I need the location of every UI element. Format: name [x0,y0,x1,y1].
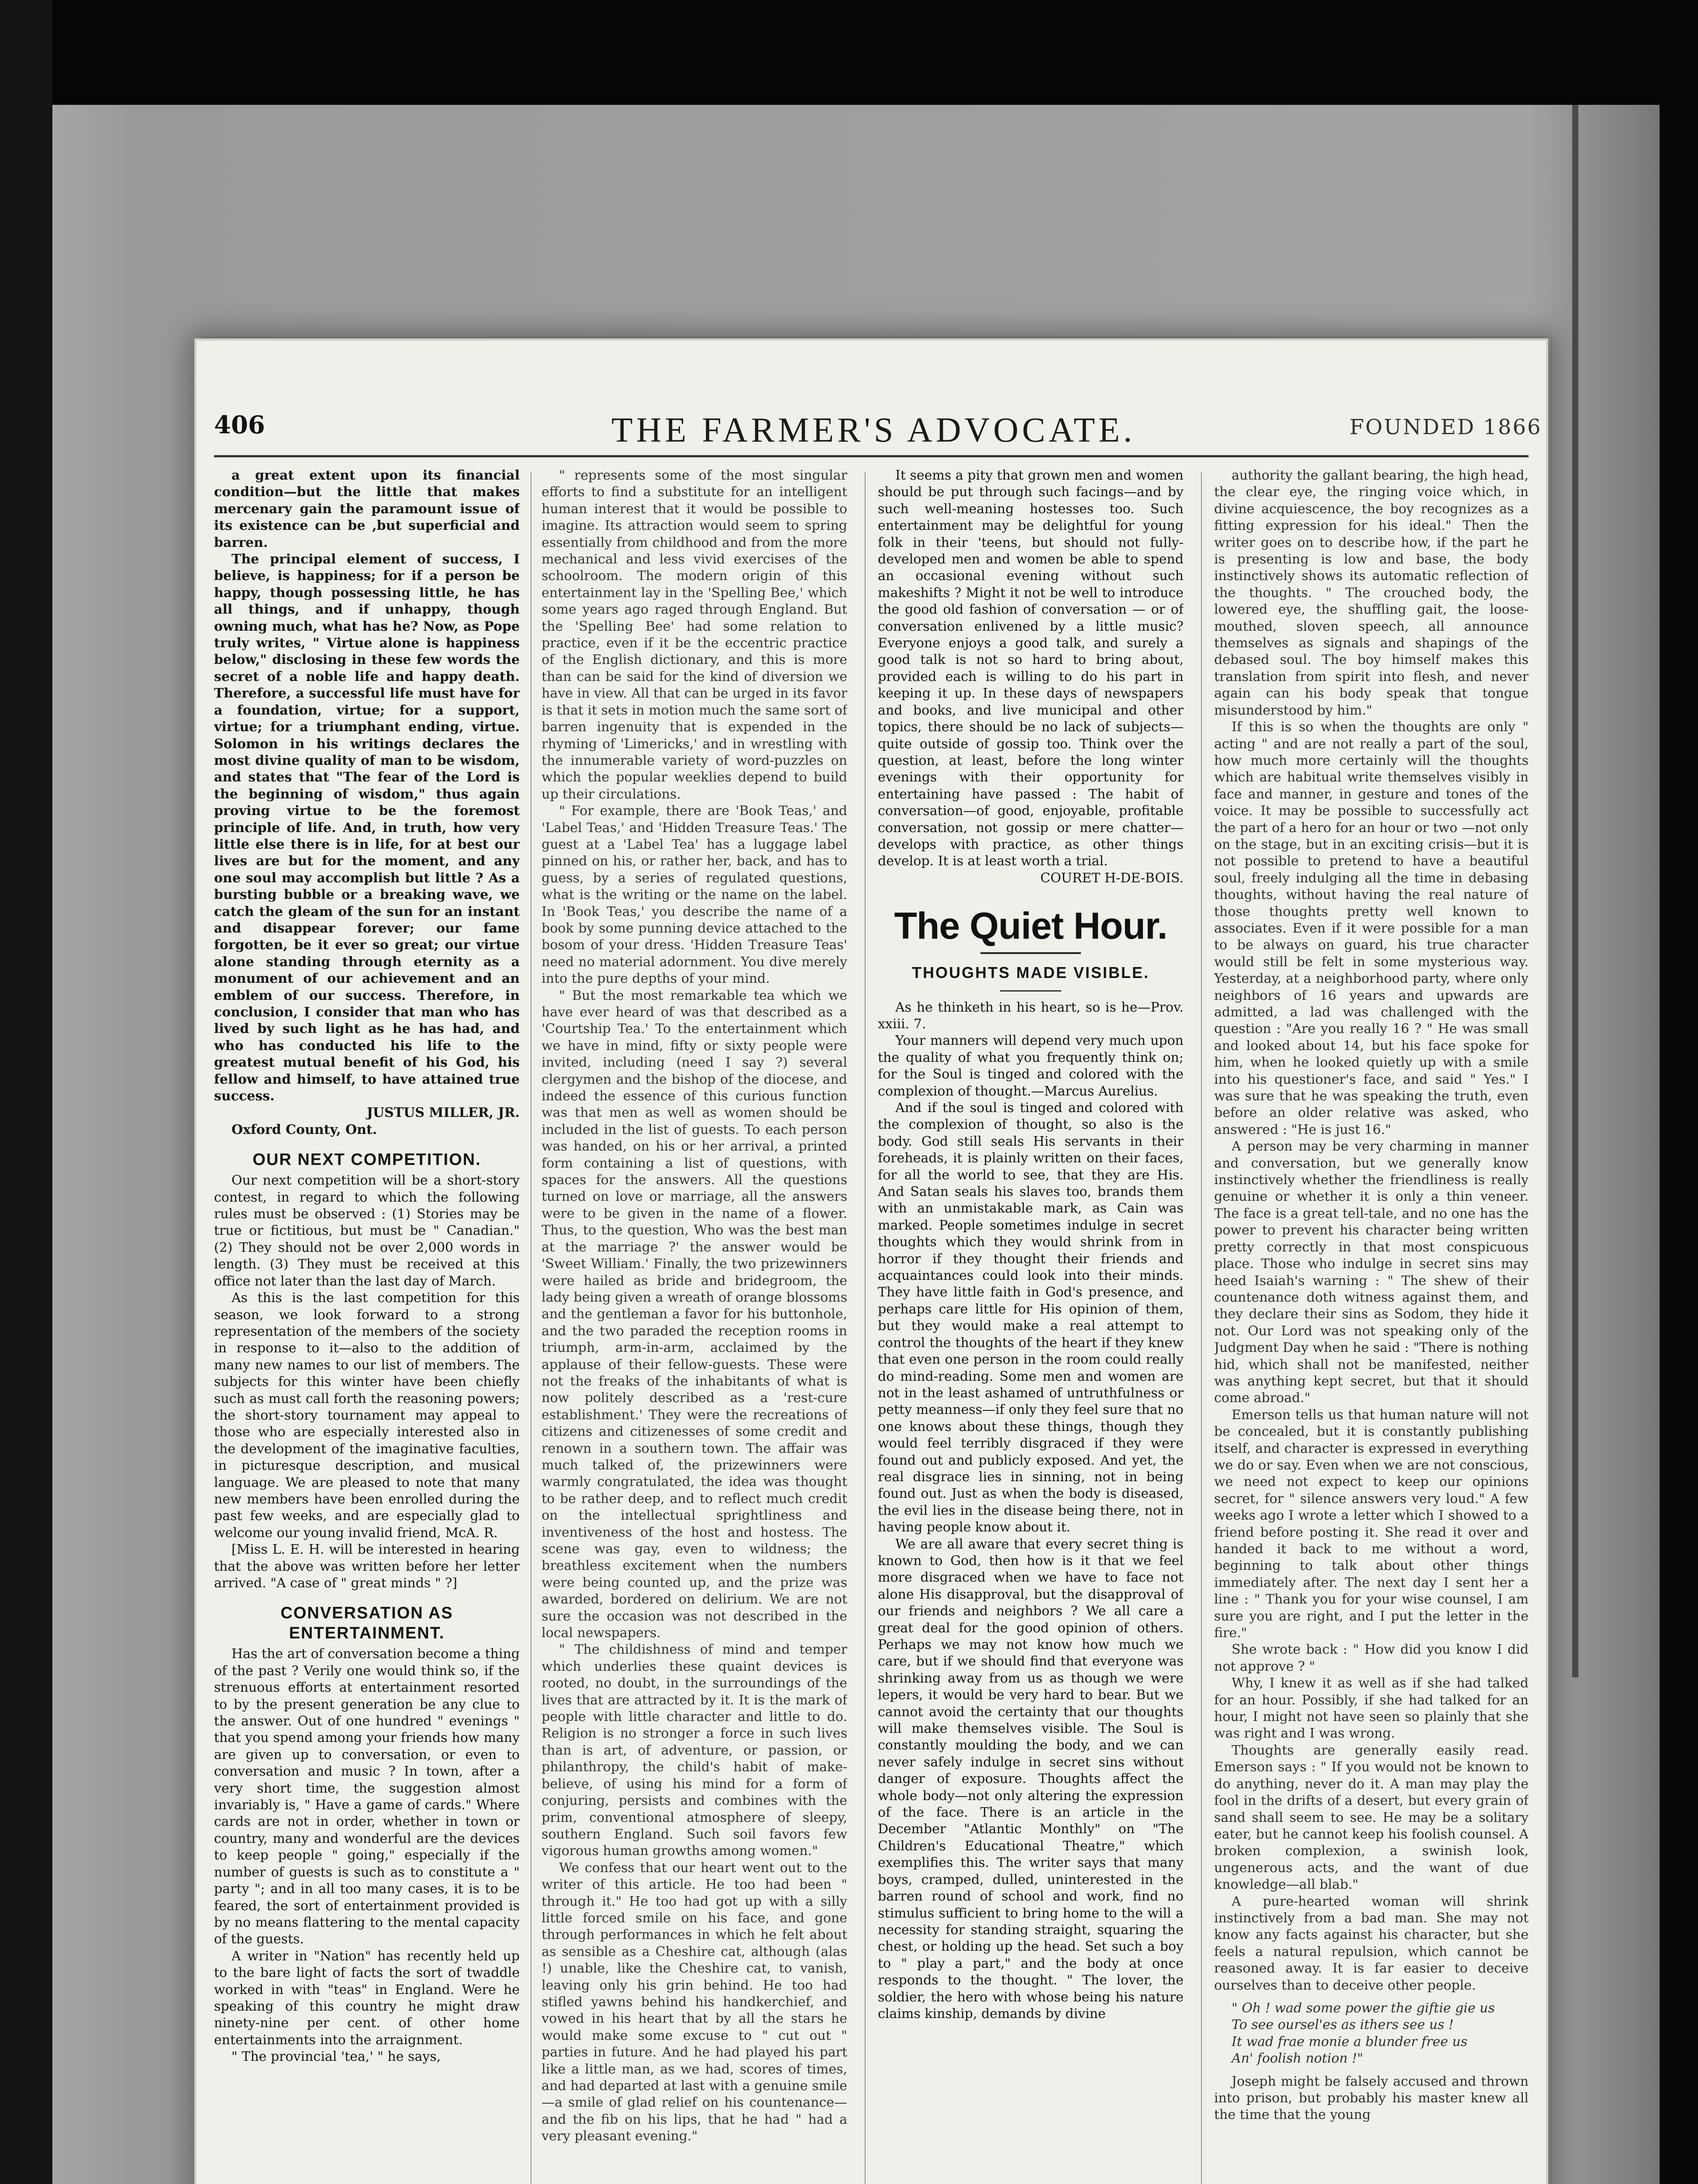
author-signature: COURET H-DE-BOIS. [1040,870,1184,886]
paragraph: " The provincial 'tea,' " he says, [231,2049,441,2065]
paragraph: A writer in "Nation" has recently held up to the bare light of facts the sort of twaddle worked in with "teas" in England. Were he speaking of this country he might draw ninety-nine per cent. of other home entertainments into the arraignment. [214,1948,520,2048]
column-1 [214,467,520,2184]
epigraph: As he thinketh in his heart, so is he—Prov. xxiii. 7. [878,999,1184,1032]
paragraph: Has the art of conversation become a thing of the past ? Verily one would think so, if the strenuous efforts at entertainment resorted to by the present generation be any clue to the answer. Out of one hundred " evenings " that you spend among your friends how many are given up to conversation, or even to conversation and music ? In town, after a very short time, the suggestion almost invariably is, " Have a game of cards." Where cards are not in order, whether in town or country, many and wonderful are the devices to keep people " going," especially if the number of guests is such as to constitute a " party "; and in all too many cases, it is to be feared, the sort of entertainment provided is by no means flattering to the mental capacity of the guests. [214,1646,520,1947]
paragraph: Emerson tells us that human nature will not be concealed, but it is constantly publishing itself, and character is expressed in everything we do or say. Even when we are not conscious, we need not expect to keep our opinions secret, for " silence answers very loud." A few weeks ago I wrote a letter which I showed to a friend before posting it. She read it over and handed it back to me without a word, beginning to talk about other things immediately after. The next day I sent her a line : " Thank you for your wise counsel, I am sure you are right, and I put the letter in the fire." [1214,1407,1529,1641]
paragraph: " For example, there are 'Book Teas,' and 'Label Teas,' and 'Hidden Treasure Teas.' The guest at a 'Label Tea' has a luggage label pinned on his, or rather her, back, and has to guess, by a series of regulated questions, what is the writing or the name on the label. In 'Book Teas,' you describe the name of a book by some punning device attached to the bosom of your dress. 'Hidden Treasure Teas' need no material adornment. You dive merely into the pure depths of your mind. [542,803,847,987]
scan-border-left [0,0,52,2184]
paragraph: Our next competition will be a short-story contest, in regard to which the following rules must be observed : (1) Stories may be true or fictitious, but must be " Canadian." (2) They should not be over 2,000 words in length. (3) They must be received at this office not later than the last day of March. [214,1173,520,1289]
page-number: 406 [214,411,265,439]
column-divider [1201,472,1202,2184]
masthead-title: THE FARMER'S ADVOCATE. [611,411,1136,449]
paragraph: It seems a pity that grown men and women should be put through such facings—and by such well-meaning hostesses too. Such entertainment may be delightful for young folk in their 'teens, but should not fully-developed men and women be able to spend an occasional evening without such makeshifts ? Might it not be well to introduce the good old fashion of conversation — or of conversation enlivened by a little music? Everyone enjoys a good talk, and surely a good talk is not so hard to bring about, provided each is willing to do his part in keeping it up. In these days of newspapers and books, and live municipal and other topics, there should be no lack of subjects—quite outside of gossip too. Think over the question, at least, before the long winter evenings with their opportunity for entertaining have passed : The habit of conversation—of good, enjoyable, profitable conversation, not gossip or mere chatter—develops with practice, as other things develop. It is at least worth a trial. [878,468,1184,869]
paragraph: The principal element of success, I believe, is happiness; for if a person be happy, though possessing little, he has all things, and if unhappy, though owning much, what has he? Now, as Pope truly writes, " Virtue alone is happiness below," disclosing in these few words the secret of a noble life and happy death. Therefore, a successful life must have for a foundation, virtue; for a support, virtue; for a triumphant ending, virtue. Solomon in his writings declares the most divine quality of man to be wisdom, and states that "The fear of the Lord is the beginning of wisdom," thus again proving virtue to be the foremost principle of life. And, in truth, how very little else there is in life, for at best our lives are but for the moment, and any one soul may accomplish but little ? As a bursting bubble or a breaking wave, we catch the gleam of the sun for an instant and disappear forever; our fame forgotten, be it ever so great; our virtue alone standing through eternity as a monument of our achievement and an emblem of our success. Therefore, in conclusion, I consider that man who has lived by such light as he has had, and who has conducted his life to the greatest mutual benefit of his God, his fellow and himself, to have attained true success. [214,552,520,1104]
paragraph: We are all aware that every secret thing is known to God, then how is it that we feel more disgraced when we have to face not alone His disapproval, but the disapproval of our friends and neighbors ? We all care a great deal for the good opinion of others. Perhaps we may not know how much we care, but if we should find that everyone was shrinking away from us as though we were lepers, it would be very hard to bear. But we cannot avoid the certainty that our thoughts will make themselves visible. The Soul is constantly moulding the body, and we can never safely indulge in secret sins without danger of exposure. Thoughts affect the whole body—not only altering the expression of the face. There is an article in the December "Atlantic Monthly" on "The Children's Educational Theatre," which exemplifies this. The writer says that many boys, cramped, dulled, uninterested in the barren round of school and work, find no stimulus sufficient to bring home to the will a necessity for standing straight, squaring the chest, or holding up the head. Set such a boy to " play a part," and the body at once responds to the thought. " The lover, the soldier, the hero with whose being his nature claims kinship, demands by divine [878,1536,1184,2022]
paragraph: If this is so when the thoughts are only " acting " and are not really a part of the soul, how much more certainly will the thoughts which are habitual write themselves visibly in face and manner, in gesture and tones of the voice. It may be possible to successfully act the part of a hero for an hour or two —not only on the stage, but in an exciting crisis—but it is not possible to pretend to have a beautiful soul, freely indulging all the time in debasing thoughts, without having the real nature of those thoughts pretty well known to associates. Even if it were possible for a man to be always on guard, his true character would still be felt in some mysterious way. Yesterday, at a neighborhood party, where only neighbors of 16 years and upwards are admitted, a lad was challenged with the question : "Are you really 16 ? " He was small and looked about 14, but his face spoke for him, when he looked quietly up with a smile into his questioner's face, and said " Yes." I was sure that he was speaking the truth, even before an older relative was asked, who answered : "He is just 16." [1214,719,1529,1137]
verse-line: It wad frae monie a blunder free us [1232,2034,1467,2049]
paragraph: Why, I knew it as well as if she had talked for an hour. Possibly, if she had talked for an hour, I might not have seen so plainly that she was right and I was wrong. [1214,1676,1529,1742]
column-divider [865,472,866,2184]
paragraph: As this is the last competition for this season, we look forward to a strong representation of the members of the society in response to it—also to the addition of many new names to our list of members. The subjects for this winter have been chiefly such as must call forth the reasoning powers; the short-story tournament may appeal to those who are especially interested also in the development of the imaginative faculties, in picturesque description, and musical language. We are pleased to note that many new members have been enrolled during the past few weeks, and are especially glad to welcome our young invalid friend, McA. R. [214,1290,520,1541]
paragraph: And if the soul is tinged and colored with the complexion of thought, so also is the body. God still seals His servants in their foreheads, it is plainly written on their faces, for all the world to see, that they are His. And Satan seals his slaves too, brands them with an unmistakable mark, as Cain was marked. People sometimes indulge in secret thoughts which they would shrink from in horror if they thought their friends and acquaintances could look into their minds. They have little faith in God's presence, and perhaps care little for His opinion of them, but they would make a real attempt to control the thoughts of the heart if they knew that even one person in the room could really do mind-reading. Some men and women are not in the least ashamed of untruthfulness or petty meanness—if only they feel sure that no one knows about these things, though they would feel terribly disgraced if they were found out and publicly exposed. And yet, the real disgrace lies in sinning, not in being found out. Just as when the body is diseased, the evil lies in the disease being there, not in having people know about it. [878,1100,1184,1535]
author-signature: JUSTUS MILLER, JR. [366,1105,520,1121]
column-3 [878,467,1184,2184]
verse-line: " Oh ! wad some power the giftie gie us [1232,2000,1495,2016]
paragraph: authority the gallant bearing, the high head, the clear eye, the ringing voice which, in divine acquiescence, the boy recognizes as a fitting expression for his ideal." Then the writer goes on to describe how, if the part he is presenting is low and base, the body instinctively shows its automatic reflection of the thoughts. " The crouched body, the lowered eye, the shuffling gait, the loose-mouthed, sloven speech, all announce themselves as signals and shapings of the debased soul. The boy himself makes this translation from spirit into flesh, and never again can his body speak that tongue misunderstood by him." [1214,468,1529,718]
section-title-quiet-hour: The Quiet Hour. [894,905,1167,947]
paragraph: A pure-hearted woman will shrink instinctively from a bad man. She may not know any facts against his character, but she feels a natural repulsion, which cannot be reasoned away. It is far easier to deceive ourselves than to deceive other people. [1214,1894,1529,1993]
paragraph: She wrote back : " How did you know I did not approve ? " [1214,1642,1529,1674]
column-2 [542,467,847,2184]
verse-line: An' foolish notion !" [1232,2051,1363,2067]
newspaper-page [197,341,1546,2184]
column-4 [1214,467,1529,2184]
scanner-shadow-line [1572,105,1578,1677]
scan-border-top [0,0,1698,105]
founded-label: FOUNDED 1866 [1349,415,1542,439]
paragraph: " But the most remarkable tea which we have ever heard of was that described as a 'Courtship Tea.' To the entertainment which we have in mind, fifty or sixty people were invited, including (need I say ?) several clergymen and the bishop of the diocese, and indeed the essence of this curious function was that men as well as women should be included in the list of guests. To each person was handed, on his or her arrival, a printed form containing a list of questions, with spaces for the answers. All the questions turned on love or marriage, all the answers were to be given in the name of a flower. Thus, to the question, Who was the best man at the marriage ?' the answer would be 'Sweet William.' Finally, the two prizewinners were hailed as bride and bridegroom, the lady being given a wreath of orange blossoms and the gentleman a favor for his buttonhole, and the two paraded the reception rooms in triumph, arm-in-arm, acclaimed by the applause of their fellow-guests. These were not the freaks of the inhabitants of what is now politely described as a 'rest-cure establishment.' They were the recreations of citizens and citizenesses of some credit and renown in a southern town. The affair was much talked of, the prizewinners were warmly congratulated, the idea was thought to be rather deep, and to reflect much credit on the intellectual sprightliness and inventiveness of the host and hostess. The scene was gay, even to wildness; the breathless excitement when the numbers were being counted up, and the prize was awarded, bordered on delirium. We are not sure the occasion was not described in the local newspapers. [542,988,847,1641]
paragraph: [Miss L. E. H. will be interested in hearing that the above was written before her letter arrived. "A case of " great minds " ?] [214,1542,520,1591]
section-heading-competition: OUR NEXT COMPETITION. [252,1151,481,1169]
paragraph: A person may be very charming in manner and conversation, but we generally know instinctively whether the friendliness is really genuine or whether it is only a thin veneer. The face is a great tell-tale, and no one has the power to prevent his character being written pretty correctly in that most conspicuous place. Those who indulge in secret sins may heed Isaiah's warning : " The shew of their countenance doth witness against them, and they declare their sins as Sodom, they hide it not. Our Lord was not speaking only of the Judgment Day when he said : "There is nothing hid, which shall not be manifested, neither was anything kept secret, but that it should come abroad." [1214,1139,1529,1406]
page-header [197,341,1546,449]
verse-line: To see oursel'es as ithers see us ! [1232,2017,1454,2033]
paragraph: " The childishness of mind and temper which underlies these quaint devices is rooted, no doubt, in the surroundings of the lives that are attracted by it. It is the mark of people with little character and little to do. Religion is no stronger a force in such lives than is art, of adventure, or passion, or philanthropy, the child's habit of make-believe, of using his mind for a form of conjuring, persists and combines with the prim, conventional atmosphere of sleepy, southern England. Such soil favors few vigorous human growths among women." [542,1642,847,1859]
scan-border-right [1660,0,1698,2184]
paragraph: " represents some of the most singular efforts to find a substitute for an intelligent human interest that it would be possible to imagine. Its attraction would seem to spring essentially from childhood and from the more mechanical and less vivid exercises of the schoolroom. The modern origin of this entertainment lay in the 'Spelling Bee,' which some years ago raged through England. But the 'Spelling Bee' had some relation to practice, even if it be the eccentric practice of the English dictionary, and this is more than can be said for the kind of diversion we have in view. All that can be urged in its favor is that it sets in motion much the same sort of barren ingenuity that is expended in the rhyming of 'Limericks,' and in wrestling with the innumerable variety of word-puzzles on which the popular weeklies depend to build up their circulations. [542,468,847,802]
section-heading-conversation: CONVERSATION AS ENTERTAINMENT. [280,1604,453,1643]
epigraph: Your manners will depend very much upon the quality of what you frequently think on; for the Soul is tinged and colored with the complexion of thought.—Marcus Aurelius. [878,1033,1184,1099]
author-location: Oxford County, Ont. [231,1122,377,1137]
header-rule [214,455,1529,457]
paragraph: Joseph might be falsely accused and thrown into prison, but probably his master knew all the time that the young [1214,2073,1529,2123]
paragraph: a great extent upon its financial condition—but the little that makes mercenary gain the paramount issue of its existence can be ,but superficial and barren. [214,468,520,550]
sub-heading-rule [1000,990,1061,992]
title-rule [980,952,1081,954]
paragraph: We confess that our heart went out to the writer of this article. He too had been " through it." He too had got up with a silly little forced smile on his face, and gone through performances in which he felt about as sensible as a Cheshire cat, although (alas !) unable, like the Cheshire cat, to vanish, leaving only his grin behind. He too had stifled yawns behind his handkerchief, and vowed in his heart that by all the stars he would make some excuse to " cut out " parties in future. And he had played his part like a little man, as we had, scores of times, and had departed at last with a genuine smile—a smile of glad relief on his countenance—and the fib on his lips, that he had " had a very pleasant evening." [542,1860,847,2144]
paragraph: Thoughts are generally easily read. Emerson says : " If you would not be known to do anything, never do it. A man may play the fool in the drifts of a desert, but every grain of sand shall seem to see. He may be a solitary eater, but he cannot keep his foolish counsel. A broken complexion, a swinish look, ungenerous acts, and the want of due knowledge—all blab." [1214,1742,1529,1893]
sub-heading-thoughts: THOUGHTS MADE VISIBLE. [911,964,1150,982]
